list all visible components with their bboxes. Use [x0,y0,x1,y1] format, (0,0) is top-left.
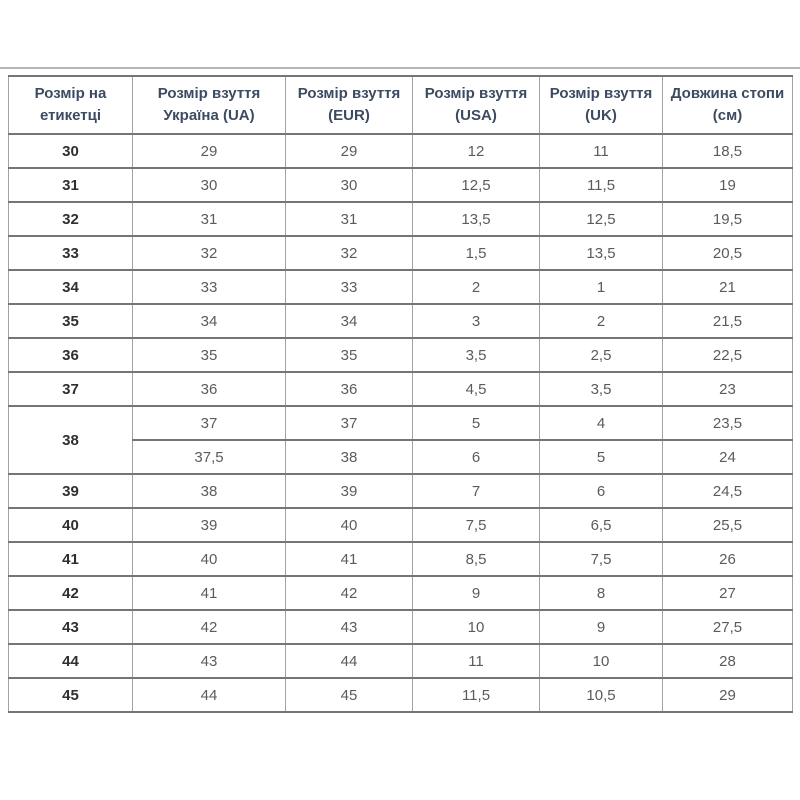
size-value-cell: 43 [286,610,413,644]
size-value-cell: 13,5 [413,202,540,236]
size-value-cell: 7,5 [540,542,663,576]
size-value-cell: 2,5 [540,338,663,372]
size-value-cell: 29 [286,134,413,168]
table-row [9,236,793,270]
size-value-cell: 37 [286,406,413,440]
size-value-cell: 41 [133,576,286,610]
size-value-cell: 9 [540,610,663,644]
size-value-cell: 35 [286,338,413,372]
row-label-cell: 31 [9,168,133,202]
size-value-cell: 4,5 [413,372,540,406]
size-value-cell: 33 [286,270,413,304]
header-foot-length: Довжина стопи (см) [663,76,793,134]
size-value-cell: 6 [540,474,663,508]
table-row [9,134,793,168]
size-value-cell: 23 [663,372,793,406]
size-value-cell: 32 [133,236,286,270]
size-value-cell: 2 [540,304,663,338]
size-value-cell: 31 [286,202,413,236]
table-row [9,406,793,440]
table-row [9,678,793,712]
row-label-cell: 38 [9,406,133,474]
table-header [9,76,793,134]
shoe-size-table [8,75,793,713]
size-value-cell: 4 [540,406,663,440]
size-value-cell: 10,5 [540,678,663,712]
table-row [9,508,793,542]
size-value-cell: 7 [413,474,540,508]
size-value-cell: 19,5 [663,202,793,236]
size-value-cell: 24,5 [663,474,793,508]
size-value-cell: 30 [133,168,286,202]
row-label-cell: 33 [9,236,133,270]
size-value-cell: 25,5 [663,508,793,542]
size-value-cell: 31 [133,202,286,236]
size-value-cell: 10 [413,610,540,644]
size-value-cell: 12,5 [540,202,663,236]
size-value-cell: 44 [286,644,413,678]
row-label-cell: 42 [9,576,133,610]
size-value-cell: 33 [133,270,286,304]
size-value-cell: 21,5 [663,304,793,338]
row-label-cell: 30 [9,134,133,168]
size-value-cell: 43 [133,644,286,678]
size-value-cell: 3,5 [540,372,663,406]
header-eur-size: Розмір взуття (EUR) [286,76,413,134]
size-value-cell: 2 [413,270,540,304]
size-value-cell: 19 [663,168,793,202]
top-divider-line [0,67,800,69]
size-value-cell: 5 [413,406,540,440]
size-value-cell: 1,5 [413,236,540,270]
size-value-cell: 39 [133,508,286,542]
size-value-cell: 30 [286,168,413,202]
size-value-cell: 44 [133,678,286,712]
size-value-cell: 13,5 [540,236,663,270]
size-value-cell: 35 [133,338,286,372]
size-value-cell: 18,5 [663,134,793,168]
size-value-cell: 11 [540,134,663,168]
size-value-cell: 11,5 [413,678,540,712]
size-value-cell: 29 [133,134,286,168]
size-value-cell: 26 [663,542,793,576]
table-row [9,610,793,644]
table-row [9,542,793,576]
size-value-cell: 11 [413,644,540,678]
size-value-cell: 5 [540,440,663,474]
row-label-cell: 36 [9,338,133,372]
size-table-body [9,134,793,712]
size-value-cell: 38 [286,440,413,474]
size-value-cell: 11,5 [540,168,663,202]
size-value-cell: 37,5 [133,440,286,474]
size-value-cell: 9 [413,576,540,610]
size-value-cell: 6 [413,440,540,474]
row-label-cell: 35 [9,304,133,338]
size-value-cell: 12,5 [413,168,540,202]
size-value-cell: 10 [540,644,663,678]
row-label-cell: 39 [9,474,133,508]
size-value-cell: 7,5 [413,508,540,542]
size-value-cell: 27 [663,576,793,610]
size-value-cell: 20,5 [663,236,793,270]
size-value-cell: 27,5 [663,610,793,644]
table-row [9,270,793,304]
row-label-cell: 45 [9,678,133,712]
size-value-cell: 29 [663,678,793,712]
size-value-cell: 36 [133,372,286,406]
size-value-cell: 34 [286,304,413,338]
row-label-cell: 40 [9,508,133,542]
header-label-size: Розмір на етикетці [9,76,133,134]
row-label-cell: 34 [9,270,133,304]
size-value-cell: 8 [540,576,663,610]
row-label-cell: 41 [9,542,133,576]
size-value-cell: 24 [663,440,793,474]
table-row [9,168,793,202]
header-ua-size: Розмір взуття Україна (UA) [133,76,286,134]
table-row [9,338,793,372]
size-value-cell: 28 [663,644,793,678]
table-row [9,474,793,508]
size-value-cell: 36 [286,372,413,406]
size-value-cell: 40 [286,508,413,542]
size-value-cell: 3 [413,304,540,338]
header-row [9,76,793,134]
size-value-cell: 37 [133,406,286,440]
size-value-cell: 32 [286,236,413,270]
size-value-cell: 23,5 [663,406,793,440]
table-row [9,372,793,406]
row-label-cell: 44 [9,644,133,678]
table-row [9,576,793,610]
size-value-cell: 6,5 [540,508,663,542]
size-value-cell: 1 [540,270,663,304]
size-value-cell: 3,5 [413,338,540,372]
size-value-cell: 22,5 [663,338,793,372]
size-value-cell: 45 [286,678,413,712]
table-row [9,202,793,236]
size-value-cell: 40 [133,542,286,576]
row-label-cell: 32 [9,202,133,236]
size-value-cell: 41 [286,542,413,576]
table-row [9,644,793,678]
size-value-cell: 34 [133,304,286,338]
header-uk-size: Розмір взуття (UK) [540,76,663,134]
row-label-cell: 43 [9,610,133,644]
row-label-cell: 37 [9,372,133,406]
table-row [9,304,793,338]
size-value-cell: 12 [413,134,540,168]
header-usa-size: Розмір взуття (USA) [413,76,540,134]
size-value-cell: 38 [133,474,286,508]
size-value-cell: 42 [286,576,413,610]
size-value-cell: 8,5 [413,542,540,576]
size-value-cell: 39 [286,474,413,508]
size-value-cell: 21 [663,270,793,304]
size-value-cell: 42 [133,610,286,644]
